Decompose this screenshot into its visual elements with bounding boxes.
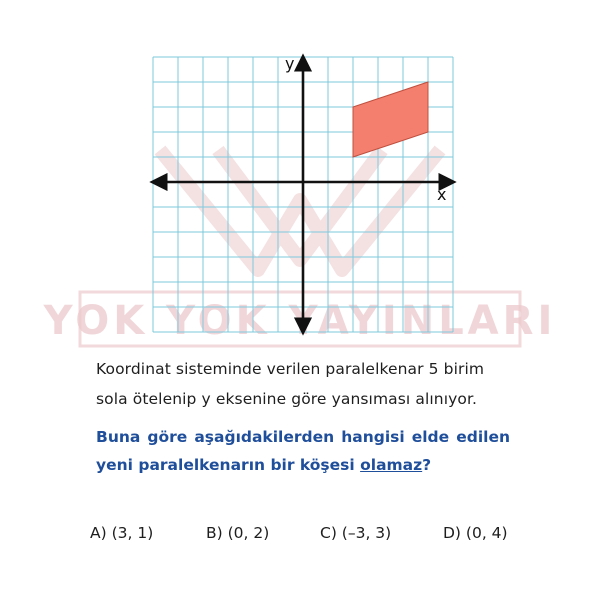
- option-b[interactable]: B) (0, 2): [206, 524, 270, 542]
- option-a[interactable]: A) (3, 1): [90, 524, 154, 542]
- prompt-text: yeni paralelkenarın bir köşesi: [96, 456, 361, 474]
- watermark-text: YOK YOK YAYINLARI: [43, 298, 557, 344]
- question-text-line1: Koordinat sisteminde verilen paralelkenar 5 birim: [96, 360, 485, 378]
- question-prompt-line1: Buna göre aşağıdakilerden hangisi elde edilen: [96, 428, 510, 446]
- option-d[interactable]: D) (0, 4): [443, 524, 508, 542]
- parallelogram-shape: [353, 82, 428, 157]
- question-text-line2: sola ötelenip y eksenine göre yansıması alınıyor.: [96, 390, 478, 408]
- question-prompt-line2: [96, 450, 510, 480]
- prompt-question-mark: ?: [422, 456, 432, 474]
- x-axis-label: x: [437, 185, 447, 204]
- y-axis-label: y: [285, 54, 295, 73]
- prompt-emphasis: olamaz: [360, 456, 423, 474]
- option-c[interactable]: C) (–3, 3): [320, 524, 392, 542]
